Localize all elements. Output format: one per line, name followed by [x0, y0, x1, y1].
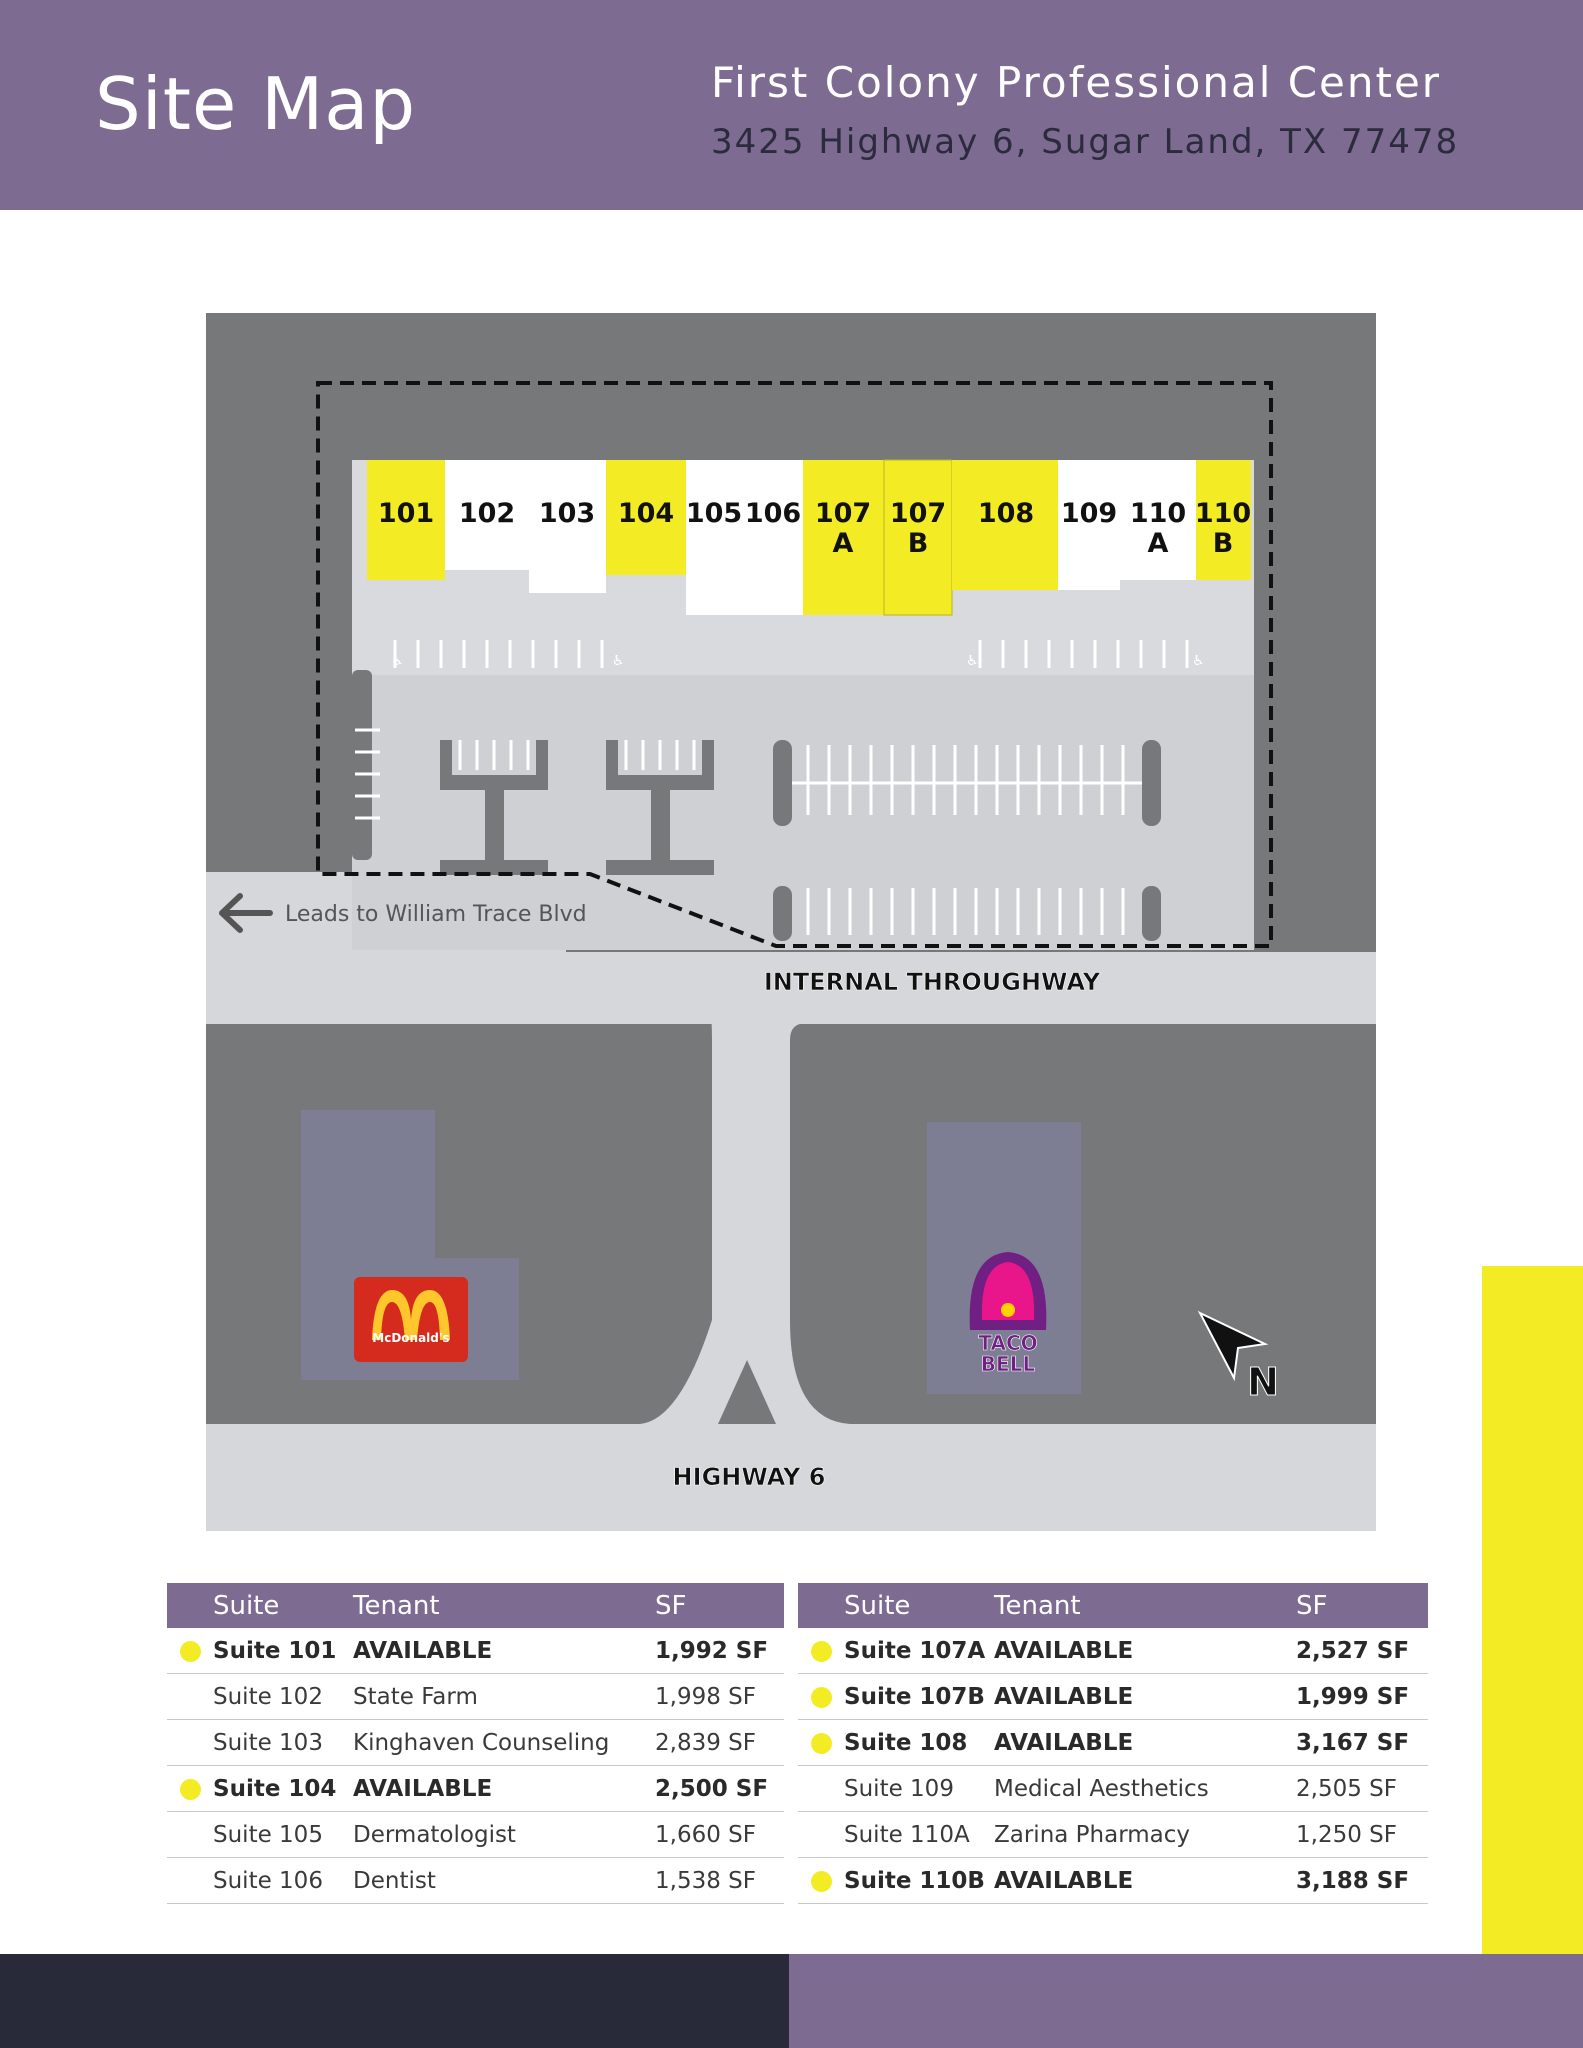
available-dot-icon [811, 1641, 832, 1662]
table-row [798, 1674, 1428, 1720]
handicap-icon: ♿ [612, 653, 625, 669]
handicap-icon: ♿ [1192, 653, 1205, 669]
cell-suite: Suite 104 [213, 1766, 353, 1812]
cell-tenant: AVAILABLE [353, 1766, 655, 1812]
cell-sf: 1,998 SF [655, 1674, 784, 1720]
table-row [798, 1766, 1428, 1812]
available-dot-icon [180, 1641, 201, 1662]
suite-table-left [167, 1583, 784, 1904]
unit-label: 107 [889, 498, 947, 529]
cell-sf: 1,250 SF [1296, 1812, 1428, 1858]
accent-bar [1482, 1266, 1583, 1954]
property-name: First Colony Professional Center [711, 58, 1442, 107]
footer-dark-band [0, 1954, 789, 2048]
table-row [167, 1812, 784, 1858]
cell-tenant: Kinghaven Counseling [353, 1720, 655, 1766]
unit-label: 109 [1060, 498, 1118, 529]
table-row [167, 1674, 784, 1720]
cell-sf: 3,167 SF [1296, 1720, 1428, 1766]
unit-105 [686, 460, 743, 615]
unit-label: B [907, 528, 929, 559]
cell-sf: 2,505 SF [1296, 1766, 1428, 1812]
unit-label: 110 [1129, 498, 1187, 529]
cell-suite: Suite 106 [213, 1858, 353, 1904]
svg-text:McDonald's: McDonald's [372, 1331, 450, 1345]
svg-text:BELL: BELL [980, 1352, 1036, 1376]
unit-label: 108 [977, 498, 1035, 529]
page-title: Site Map [95, 62, 417, 146]
table-row [167, 1858, 784, 1904]
cell-tenant: Dentist [353, 1858, 655, 1904]
handicap-icon: ♿ [966, 653, 979, 669]
cell-tenant: AVAILABLE [994, 1720, 1296, 1766]
unit-label: A [832, 528, 854, 559]
table-row [798, 1720, 1428, 1766]
unit-106 [743, 460, 803, 615]
cell-sf: 2,500 SF [655, 1766, 784, 1812]
cell-tenant: AVAILABLE [994, 1858, 1296, 1904]
svg-text:TACO: TACO [978, 1331, 1038, 1355]
unit-label: 101 [377, 498, 435, 529]
column-tenant: Tenant [994, 1583, 1296, 1628]
unit-label: 106 [744, 498, 802, 529]
cell-suite: Suite 107B [844, 1674, 994, 1720]
available-dot-icon [811, 1687, 832, 1708]
cell-tenant: AVAILABLE [994, 1674, 1296, 1720]
cell-suite: Suite 102 [213, 1674, 353, 1720]
cell-suite: Suite 103 [213, 1720, 353, 1766]
mcdonalds-logo [354, 1277, 468, 1362]
cell-sf: 3,188 SF [1296, 1858, 1428, 1904]
table-row [798, 1858, 1428, 1904]
internal-throughway-label: INTERNAL THROUGHWAY [763, 968, 1101, 996]
cell-sf: 1,660 SF [655, 1812, 784, 1858]
cell-suite: Suite 110B [844, 1858, 994, 1904]
cell-tenant: Dermatologist [353, 1812, 655, 1858]
footer-purple-band [789, 1954, 1583, 2048]
unit-label: 103 [538, 498, 596, 529]
cell-sf: 1,992 SF [655, 1628, 784, 1674]
cell-tenant: AVAILABLE [994, 1628, 1296, 1674]
highway-6-label: HIGHWAY 6 [672, 1463, 826, 1491]
cell-tenant: Medical Aesthetics [994, 1766, 1296, 1812]
cell-suite: Suite 101 [213, 1628, 353, 1674]
unit-label: 107 [814, 498, 872, 529]
available-dot-icon [180, 1779, 201, 1800]
cell-tenant: State Farm [353, 1674, 655, 1720]
cell-sf: 1,999 SF [1296, 1674, 1428, 1720]
table-row [167, 1628, 784, 1674]
available-dot-icon [811, 1733, 832, 1754]
column-sf: SF [655, 1583, 784, 1628]
cell-tenant: Zarina Pharmacy [994, 1812, 1296, 1858]
cell-suite: Suite 108 [844, 1720, 994, 1766]
cell-sf: 1,538 SF [655, 1858, 784, 1904]
direction-note: Leads to William Trace Blvd [285, 902, 587, 927]
table-row [798, 1812, 1428, 1858]
column-suite: Suite [844, 1583, 994, 1628]
cell-suite: Suite 107A [844, 1628, 994, 1674]
cell-suite: Suite 110A [844, 1812, 994, 1858]
svg-text:N: N [1247, 1360, 1279, 1404]
cell-tenant: AVAILABLE [353, 1628, 655, 1674]
unit-label: 102 [458, 498, 516, 529]
column-sf: SF [1296, 1583, 1428, 1628]
column-suite: Suite [213, 1583, 353, 1628]
table-row [167, 1720, 784, 1766]
unit-label: 105 [685, 498, 743, 529]
taco-bell-logo [970, 1252, 1047, 1376]
cell-sf: 2,527 SF [1296, 1628, 1428, 1674]
available-dot-icon [811, 1871, 832, 1892]
suite-table-right [798, 1583, 1428, 1904]
unit-label: 104 [617, 498, 675, 529]
table-row [798, 1628, 1428, 1674]
cell-suite: Suite 109 [844, 1766, 994, 1812]
handicap-icon: ♿ [391, 653, 404, 669]
unit-label: B [1212, 528, 1234, 559]
cell-sf: 2,839 SF [655, 1720, 784, 1766]
unit-label: 110 [1194, 498, 1252, 529]
property-address: 3425 Highway 6, Sugar Land, TX 77478 [711, 122, 1460, 162]
unit-label: A [1147, 528, 1169, 559]
column-tenant: Tenant [353, 1583, 655, 1628]
table-row [167, 1766, 784, 1812]
cell-suite: Suite 105 [213, 1812, 353, 1858]
